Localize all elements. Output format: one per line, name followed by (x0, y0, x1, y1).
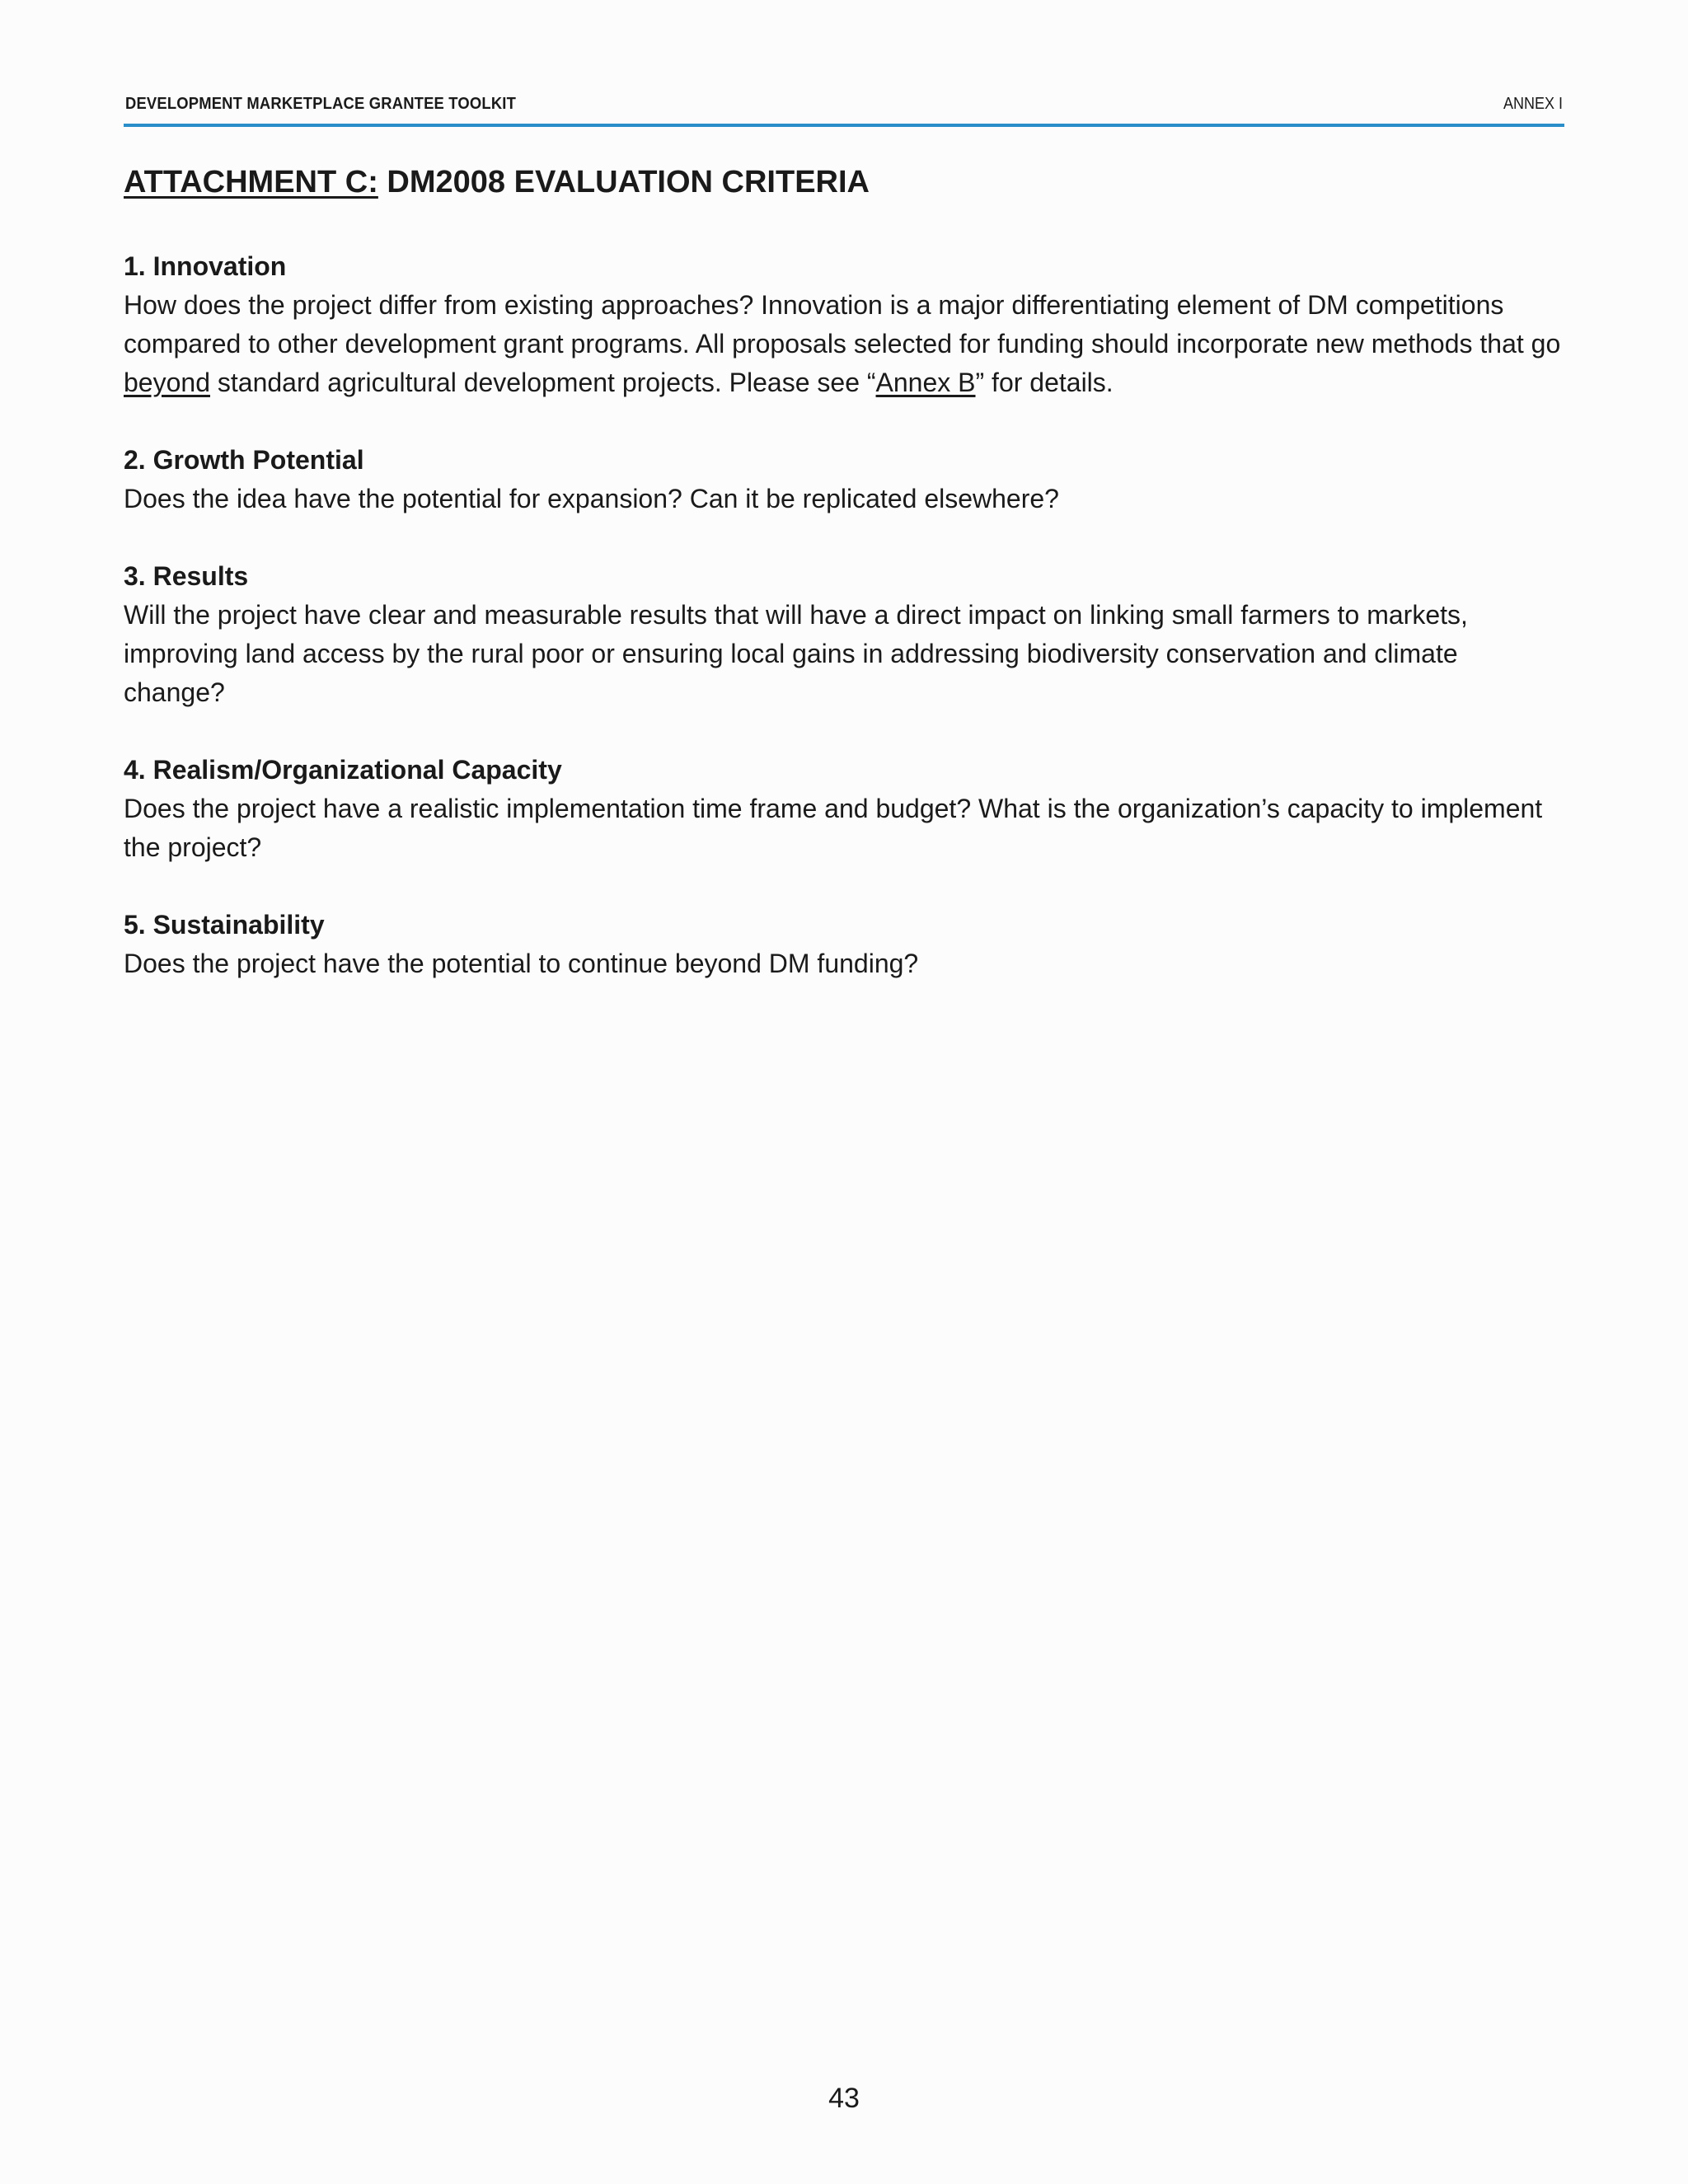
criterion-heading: 4. Realism/Organizational Capacity (124, 755, 562, 785)
criterion-text: ” for details. (975, 368, 1114, 397)
criterion-innovation (124, 247, 1566, 402)
title-main: DM2008 EVALUATION CRITERIA (377, 165, 870, 199)
criterion-heading: 3. Results (124, 561, 249, 591)
page-title (124, 165, 870, 200)
criterion-realism-capacity (124, 751, 1566, 867)
title-prefix: ATTACHMENT C: (124, 165, 378, 199)
criterion-text: How does the project differ from existing approaches? Innovation is a major differentiating element of DM competitions compared to other development grant programs. All proposals selected for funding should incorporate new methods that go (124, 290, 1561, 359)
header-annex-label: ANNEX I (1503, 95, 1563, 113)
annex-b-link[interactable]: Annex B (875, 368, 976, 397)
criteria-list (124, 247, 1566, 1022)
header-document-title: DEVELOPMENT MARKETPLACE GRANTEE TOOLKIT (125, 95, 517, 113)
criterion-sustainability (124, 906, 1566, 983)
criterion-description (124, 286, 1566, 402)
criterion-description: Will the project have clear and measurable results that will have a direct impact on linking small farmers to markets, improving land access by the rural poor or ensuring local gains in addressing biodiversity conservation and climate change? (124, 600, 1468, 707)
criterion-description: Does the idea have the potential for expansion? Can it be replicated elsewhere? (124, 484, 1059, 513)
criterion-description: Does the project have a realistic implementation time frame and budget? What is the organization’s capacity to implement the project? (124, 794, 1543, 862)
page-number: 43 (828, 2083, 860, 2114)
running-header (124, 91, 1564, 127)
criterion-text: standard agricultural development projects. Please see “ (209, 368, 876, 397)
criterion-heading: 1. Innovation (124, 251, 287, 281)
beyond-link[interactable]: beyond (124, 368, 210, 397)
criterion-growth-potential (124, 441, 1566, 518)
criterion-description: Does the project have the potential to continue beyond DM funding? (124, 949, 919, 978)
criterion-heading: 2. Growth Potential (124, 445, 364, 475)
criterion-heading: 5. Sustainability (124, 910, 325, 940)
criterion-results (124, 557, 1566, 712)
